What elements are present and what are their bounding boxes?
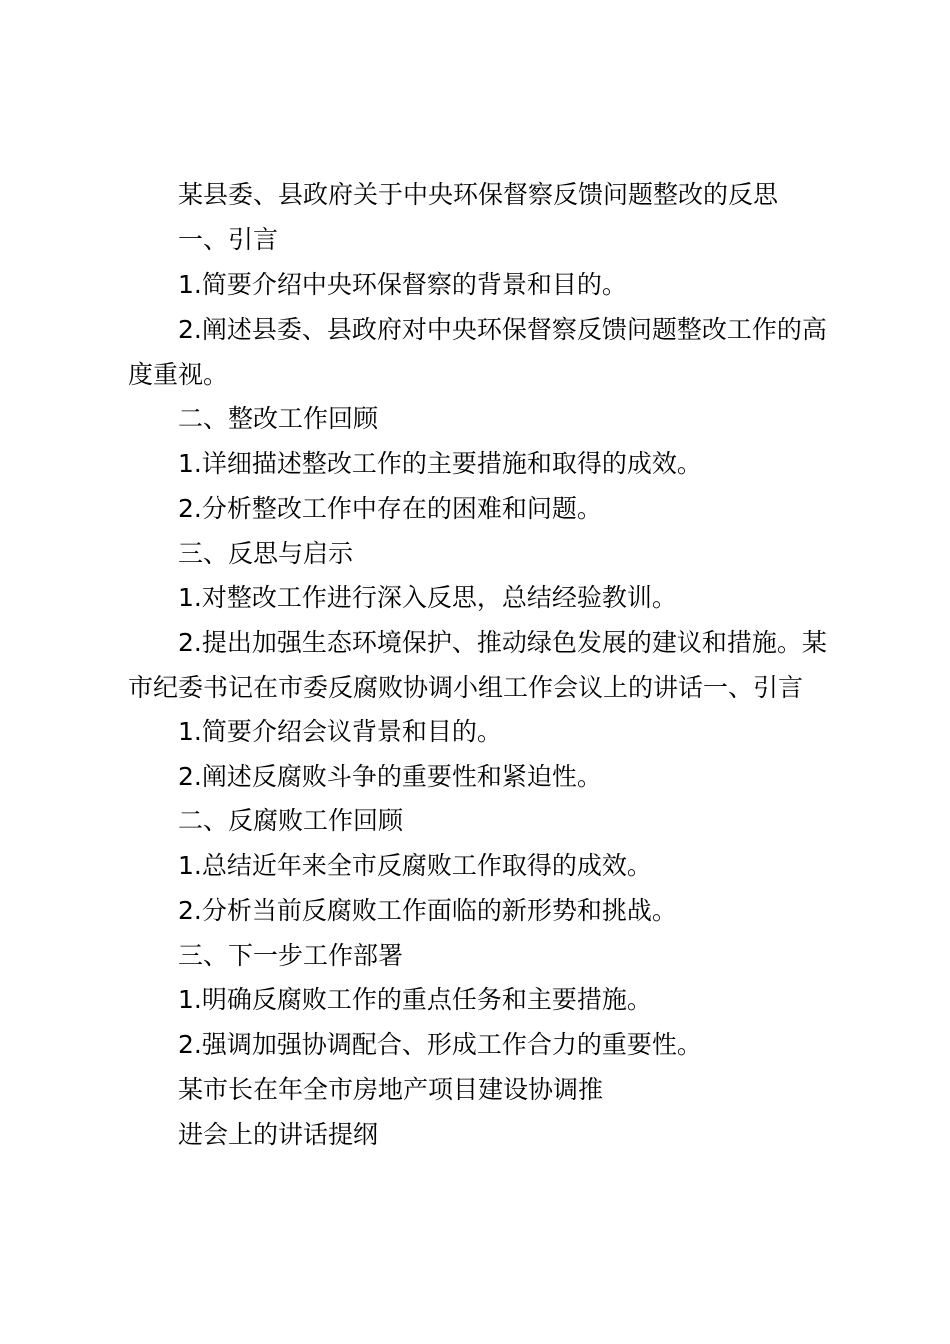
list-item: 2.分析整改工作中存在的困难和问题。 bbox=[178, 494, 602, 523]
list-item: 1.对整改工作进行深入反思，总结经验教训。 bbox=[178, 583, 677, 612]
section-heading: 三、反思与启示 bbox=[178, 539, 354, 568]
list-item: 1.总结近年来全市反腐败工作取得的成效。 bbox=[178, 851, 652, 880]
section-heading: 三、下一步工作部署 bbox=[178, 941, 404, 970]
list-item: 1.简要介绍会议背景和目的。 bbox=[178, 717, 502, 746]
document-title-2-continuation: 进会上的讲话提纲 bbox=[178, 1120, 379, 1149]
list-item: 2.分析当前反腐败工作面临的新形势和挑战。 bbox=[178, 896, 677, 925]
section-heading: 二、反腐败工作回顾 bbox=[178, 806, 404, 835]
list-item: 1.简要介绍中央环保督察的背景和目的。 bbox=[178, 270, 627, 299]
list-item: 2.提出加强生态环境保护、推动绿色发展的建议和措施。某 bbox=[178, 628, 827, 657]
list-item: 2.强调加强协调配合、形成工作合力的重要性。 bbox=[178, 1030, 702, 1059]
list-item-continuation: 市纪委书记在市委反腐败协调小组工作会议上的讲话一、引言 bbox=[128, 673, 804, 702]
list-item-continuation: 度重视。 bbox=[128, 360, 229, 389]
section-heading: 二、整改工作回顾 bbox=[178, 404, 379, 433]
document-title-1: 某县委、县政府关于中央环保督察反馈问题整改的反思 bbox=[178, 180, 779, 209]
document-title-2: 某市长在年全市房地产项目建设协调推 bbox=[178, 1075, 604, 1104]
list-item: 1.明确反腐败工作的重点任务和主要措施。 bbox=[178, 985, 652, 1014]
list-item: 1.详细描述整改工作的主要措施和取得的成效。 bbox=[178, 449, 702, 478]
section-heading: 一、引言 bbox=[178, 225, 279, 254]
list-item: 2.阐述县委、县政府对中央环保督察反馈问题整改工作的高 bbox=[178, 315, 827, 344]
list-item: 2.阐述反腐败斗争的重要性和紧迫性。 bbox=[178, 762, 602, 791]
